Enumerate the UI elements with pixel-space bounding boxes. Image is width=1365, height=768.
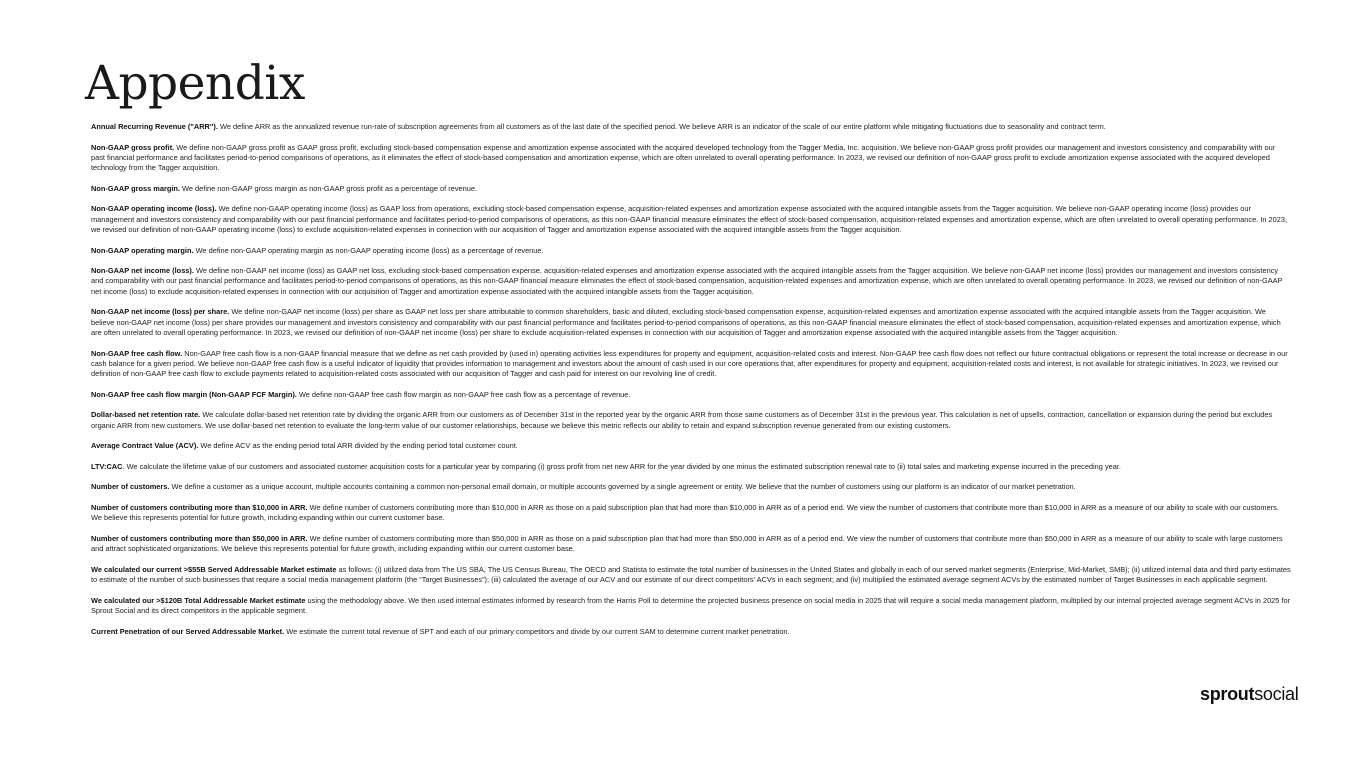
definition-paragraph <box>91 390 1291 400</box>
definition-text: We define number of customers contributing more than $10,000 in ARR as those on a paid subscription plan that had more than $10,000 in ARR as of a period end. We view the number of customers that contribute more than $10,000 in ARR as a measure of our ability to scale with our customers. We believe this represents potential for future growth, including expanding within our current customer base. <box>91 502 1279 523</box>
definition-text: We calculate dollar-based net retention rate by dividing the organic ARR from our customers as of December 31st in the reported year by the organic ARR from those same customers as of December 31st in the previous year. This calculation is net of upsells, contraction, cancellation or expansion during the period but excludes organic ARR from new customers. We use dollar-based net retention to evaluate the long-term value of our customer relationships, because we believe this metric reflects our ability to retain and expand subscription revenue generated from our existing customers. <box>91 410 1273 430</box>
definition-text: as follows: (i) utilized data from The US SBA, The US Census Bureau, The OECD and Statista to estimate the total number of businesses in the United States and globally in each of our served market segments (Enterprise, Mid-Market, SMB); (ii) utilized internal data and third party estimates to estimate of the number of such businesses that require a social media management platform (the “Target Businesses”); (iii) calculated the average of our ACV and our estimate of our direct competitors' ACVs in each segment; and (iv) multiplied the estimated average segment ACVs by the estimated number of Target Businesses in each applicable segment. <box>91 564 1291 585</box>
definition-text: We estimate the current total revenue of SPT and each of our primary competitors and divide by our current SAM to determine current market penetration. <box>286 626 790 636</box>
definition-term: We calculated our >$120B Total Addressable Market estimate <box>91 595 306 605</box>
logo-light-part: social <box>1254 684 1299 704</box>
definition-term: Number of customers contributing more than $10,000 in ARR. <box>91 502 308 512</box>
definition-term: Non-GAAP net income (loss) per share. <box>91 307 230 317</box>
definition-paragraph <box>91 349 1291 380</box>
definition-text: We define ACV as the ending period total ARR divided by the ending period total customer count. <box>200 441 518 451</box>
definition-term: Annual Recurring Revenue ("ARR"). <box>91 122 218 131</box>
definition-text: Non-GAAP free cash flow is a non-GAAP financial measure that we define as net cash provided by (used in) operating activities less expenditures for property and equipment, acquisition-related costs and interest. Non-GAAP free cash flow does not reflect our future contractual obligations or represent the total increase or decrease in our cash balance for a given period. We believe non-GAAP free cash flow is a useful indicator of liquidity that provides information to management and investors about the amount of cash used in our core operations that, after expenditures for property and equipment, acquisition-related costs and interest, is not available for strategic initiatives. In 2023, we revised our definition of non-GAAP free cash flow to exclude payments related to acquisition-related costs associated with our acquisition of Tagger and cash paid for interest on our revolving line of credit. <box>91 348 1288 379</box>
definition-paragraph <box>91 410 1291 431</box>
definition-text: We define non-GAAP operating margin as non-GAAP operating income (loss) as a percentage of revenue. <box>195 245 544 255</box>
definition-paragraph <box>91 266 1291 297</box>
definition-paragraph <box>91 627 1291 637</box>
definition-term: Non-GAAP free cash flow. <box>91 348 183 358</box>
definition-term: Current Penetration of our Served Addressable Market. <box>91 626 285 636</box>
definition-text: We define non-GAAP operating income (loss) as GAAP loss from operations, excluding stock-based compensation expense, acquisition-related expenses and amortization expense associated with the acquired intangible assets from the Tagger acquisition. We believe non-GAAP operating income (loss) provides our management and investors consistency and comparability with our past financial performance and facilitates period-to-period comparisons of operations, as this non-GAAP financial measure eliminates the effect of stock-based compensation, acquisition-related expenses and amortization expense, which are often unrelated to overall operating performance. In 2023, we revised our definition of non-GAAP operating income (loss) to exclude acquisition-related expenses in connection with our acquisition of Tagger and amortization expense associated with the acquired intangible assets from the Tagger acquisition. <box>91 204 1288 234</box>
definition-paragraph <box>91 503 1291 524</box>
definition-term: Number of customers contributing more than $50,000 in ARR. <box>91 533 308 543</box>
definition-term: Non-GAAP operating margin. <box>91 245 194 255</box>
definition-text: We define non-GAAP gross margin as non-GAAP gross profit as a percentage of revenue. <box>182 183 478 193</box>
definition-paragraph <box>91 596 1291 617</box>
definition-paragraph <box>91 184 1291 194</box>
definition-paragraph <box>91 441 1291 451</box>
definition-paragraph <box>91 204 1291 235</box>
definition-paragraph <box>91 534 1291 555</box>
definition-paragraph <box>91 482 1291 492</box>
definition-text: We define non-GAAP net income (loss) as GAAP net loss, excluding stock-based compensation expense, acquisition-related expenses and amortization expense associated with the acquired intangible assets from the Tagger acquisition. We believe non-GAAP net income (loss) provides our management and investors consistency and comparability with our past financial performance and facilitates period-to-period comparisons of operations, as this non-GAAP financial measure eliminates the effect of stock-based compensation, acquisition-related expenses and amortization expense, which are often unrelated to overall operating performance. In 2023, we revised our definition of non-GAAP net income (loss) to exclude acquisition-related expenses in connection with our acquisition of Tagger and amortization expense associated with the acquired intangible assets from the Tagger acquisition. <box>91 266 1283 296</box>
definition-paragraph <box>91 565 1291 586</box>
logo-bold-part: sprout <box>1200 684 1255 704</box>
definition-paragraph <box>91 462 1291 472</box>
page-title: Appendix <box>85 56 305 111</box>
definition-paragraph <box>91 143 1291 174</box>
definition-text: We define a customer as a unique account, multiple accounts containing a common non-personal email domain, or multiple accounts governed by a single agreement or entity. We believe that the number of customers using our platform is an indicator of our market penetration. <box>171 482 1076 492</box>
definition-text: using the methodology above. We then used internal estimates informed by research from the Harris Poll to determine the projected business presence on social media in 2025 that will require a social media management platform, multiplied by our internal projected average segment ACVs in 2025 for Sprout Social and its direct competitors in the applicable segment. <box>91 595 1291 615</box>
definition-text: We define non-GAAP free cash flow margin as non-GAAP free cash flow as a percentage of revenue. <box>298 389 631 399</box>
definition-text: We define non-GAAP net income (loss) per share as GAAP net loss per share attributable to common shareholders, basic and diluted, excluding stock-based compensation expense, acquisition-related expenses and amortization expense associated with the acquired intangible assets from the Tagger acquisition. We believe non-GAAP net income (loss) per share provides our management and investors consistency and comparability with our past financial performance and facilitates period-to-period comparisons of operations, as this non-GAAP financial measure eliminates the effect of stock-based compensation, acquisition-related expenses and amortization expense, which are often unrelated to overall operating performance. In 2023, we revised our definition of non-GAAP net income (loss) per share to exclude acquisition-related expenses in connection with our acquisition of Tagger and amortization expense associated with the acquired intangible assets from the Tagger acquisition. <box>91 307 1281 337</box>
definition-text: We define non-GAAP gross profit as GAAP gross profit, excluding stock-based compensation expense and amortization expense associated with the acquired developed technology from the Tagger Media, Inc. acquisition. We believe non-GAAP gross profit provides our management and investors consistency and comparability with our past financial performance and facilitates period-to-period comparisons of operations, as it eliminates the effect of stock-based compensation and amortization expense, which are often unrelated to overall operating performance. In 2023, we revised our definition of non-GAAP gross profit to exclude amortization expense associated with the acquired developed technology from the Tagger acquisition. <box>91 142 1276 173</box>
definition-paragraph <box>91 122 1291 132</box>
definition-term: Non-GAAP net income (loss). <box>91 266 194 276</box>
definition-paragraph <box>91 307 1291 338</box>
definition-term: Non-GAAP gross margin. <box>91 183 180 193</box>
definition-term: LTV:CAC <box>91 461 123 471</box>
definition-text: We define ARR as the annualized revenue run-rate of subscription agreements from all customers as of the last date of the specified period. We believe ARR is an indicator of the scale of our entire platform while mitigating fluctuations due to seasonality and contract term. <box>219 122 1106 131</box>
definition-term: Average Contract Value (ACV). <box>91 441 199 451</box>
definition-term: Dollar-based net retention rate. <box>91 410 201 420</box>
definition-term: We calculated our current >$55B Served Addressable Market estimate <box>91 564 337 574</box>
definition-text: . We calculate the lifetime value of our customers and associated customer acquisition costs for a particular year by comparing (i) gross profit from net new ARR for the year divided by one minus the estimated subscription renewal rate to (ii) total sales and marketing expense incurred in the preceding year. <box>122 461 1121 471</box>
definitions-list <box>91 122 1291 647</box>
definition-term: Number of customers. <box>91 482 170 492</box>
definition-term: Non-GAAP free cash flow margin (Non-GAAP FCF Margin). <box>91 389 297 399</box>
definition-term: Non-GAAP operating income (loss). <box>91 204 217 214</box>
definition-paragraph <box>91 246 1291 256</box>
definition-text: We define number of customers contributing more than $50,000 in ARR as those on a paid subscription plan that had more than $50,000 in ARR as of a period end. We view the number of customers that contribute more than $50,000 in ARR as a measure of our ability to scale with large customers and attract sophisticated organizations. We believe this represents potential for future growth, including expanding within our current customer base. <box>91 533 1283 554</box>
definition-term: Non-GAAP gross profit. <box>91 142 175 152</box>
sprout-social-logo <box>1200 684 1298 705</box>
